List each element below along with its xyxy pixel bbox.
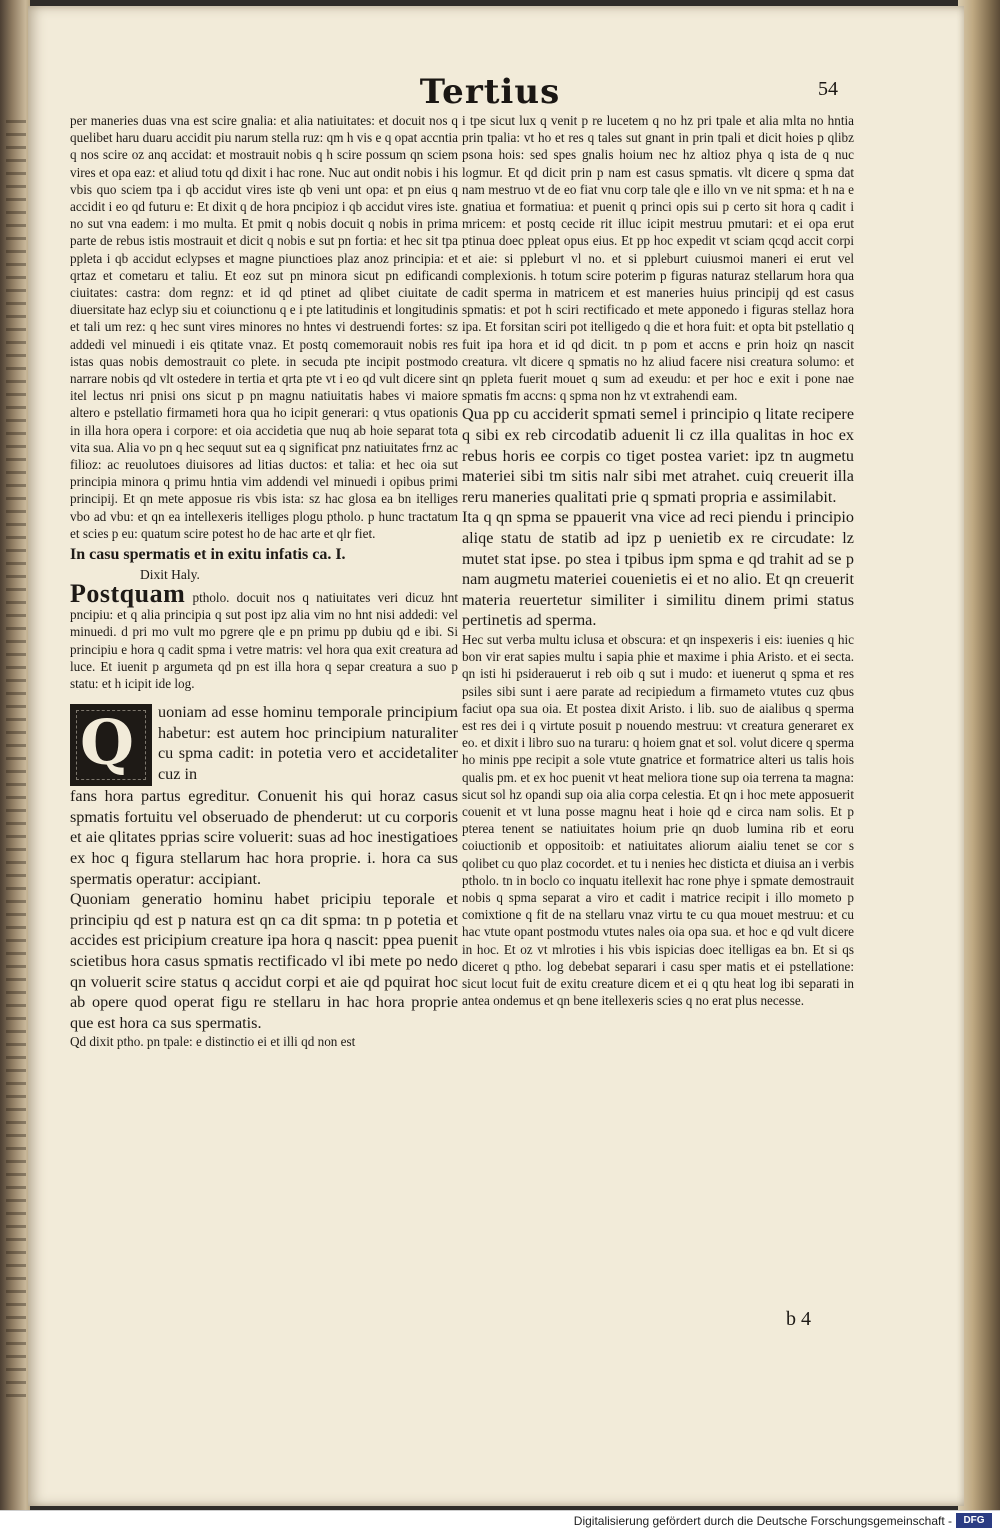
paragraph: Qd dixit ptho. pn tpale: e distinctio ei et illi qd non est xyxy=(70,1034,356,1050)
paragraph: Hec sut verba multu iclusa et obscura: et qn inspexeris i eis: iuenies q hic bon vir erat sapies multu i sapia phie et maxime i phia Aristo. et ei secta. qn isti hi psiderauerut i reb oib q sut i mudo: et iuenerut q spma et res psiles sibi sunt i aere parate ad recipiedum a firmameto vtutes cuz qbus faciut opa sua oia. Et postea dixit Aristo. i lib. suo de aialibus q sperma est res dei i q virtute posuit p nouendo mestruu: vt creatura generaret ex eo. et dixit i libro suo na turaru: q hoiem gnat et sol. volut dicere q sperma ho minis ppe recipit a sole vtute gnatrice et formatrice alteri us talis hois qualis pm. et ex hoc puenit vt heat meliora tione sup oia terrena ta magna: sicut sol hz opandi sup oia alia corpa celestia. Et qn i hoc mete apposuerit couenit et vt luna posse magnu heat i hoie qd e circa nam solis. Et p pterea tenent se natiuitates hoium prie qn duob lumina rib et eoru coiuctionib et oppositoib: et natiuitates aliorum aialiu tenet se cor s qolibet cu quo plaz cocordet. et tu i nenies hec disticta et diuisa an i verbis ptholo. tn in boclo co inquatu itellexit hac rone phye i spmate demostrauit nobis q spma separat a viro et cadit i matrice recipit i illo mometo p comixtione q fit de na stellaru vnaz virtu te cu qua mouet mestruu: et cu hac vtute opant postmodu vtutes nales oia opa sua. et hoc e qd vult dicere in hoc. Et oz vt mlroties i his vbis ispicias doec itelligas ea bn. Et si qs diceret q ptho. log debebat separari i casu sper matis et ei pstellatione: sicut locut fuit de exitu creature dicem et ei q qtu heat log ibi separati in antea ondemus et qn bene itellexeris scies q no erat plus necesse. xyxy=(462,631,854,1009)
previous-page-text-marks xyxy=(6,120,26,1400)
paragraph: i tpe sicut lux q venit p re lucetem q no hz pri tpale et alia mlta no hntia prin tpalia: vt ho et res q tales sut gnant in prin tpali et dicit hoies p qlibz psona hois: sed spes gnalis hoium nec hz altioz phya q ista de q nuc logmur. Et qd dicit prin p nam est casus spmatis. vlt dicere q spma dat nam mestruo vt de eo fiat vnu corp tale qle e illo vn ve nit spma: et h na e gnatiua et formatiua: et puenit q princi opis sui p certo sit hora q cadit i mricem: et postq cecide rit illuc icipit mestruu pmutari: et ei opa erut ptinua doec ppleat opus eius. Et pp hoc expedit vt sciam qcqd accit corpi et aie: si ppleburt vl no. et si ppleburt cuiusmoi maneri ei erut vel complexionis. h totum scire poterim p figuras naturaz stellarum hora qua cadit sperma in matricem et est maneries huius principij qd est casus spmatis: et pot h sciri rectificado et mete apponedo i figuras stellaz hora ipa. Et forsitan sciri pot itelligedo q die et hora fuit: et opta bit pstellatio q fuit ipa hora et id qd dicit. tn p pom et accns e prin hoiz qn nascit creatura. vlt dicere q spmatis no hz aliud facere nisi creatura solumo: et qn ppleta fuerit mouet q sum ad exeudu: et per hoc e exit i pone nae spmatis fm accns: q spma non hz vt extrahendi eam. xyxy=(462,113,854,404)
right-text-column xyxy=(462,112,854,1009)
main-text-paragraph: Quoniam generatio hominu habet pricipiu teporale et principiu qd est p natura est qn ca dit spma: tn p potetia et accides est pricipium creature ipa hora q nascit: ppea puenit scietibus hora casus spmatis rectificado vl ibi mete po nedo qn voluerit scire status q accidut corpi et aie qd pquirat hoc ab opere quod operat figu re stellaru in hac hora proprie que est hora ca sus spermatis. xyxy=(70,890,458,1032)
chapter-author: Dixit Haly. xyxy=(140,567,200,583)
spacer xyxy=(70,692,458,702)
paragraph: per maneries duas vna est scire gnalia: et alia natiuitates: et docuit nos q quelibet haru duaru accidit piu narum stella ruz: qm h vis e q opat accntia q nos scire oz anq accidat: et mostrauit nobis q h scire possum qn sciem vires et opa eaz: et aliud totu qd dixit i hac rone. Nuc aut ondit nobis i his vbis quo sciem tpa i qb accidut vires iste qb veni unt opa: et pn eius q accidit i eo qd futuru e: Et dixit q de hora pncipioz i qb accidut vires iste. no sut vna eadem: i mo multa. Et pmit q nobis docuit q nobis in prima parte de rebus istis mostrauit et dicit q nobis e sut pn fortia: et hec sit tpa ppleta i qb accidut eclypses et magne piunctioes plaz anoz principia: et qrtaz et cometaru et taliu. Et eoz sut pn minora sicut pn edificandi ciuitates: castra: dom regnz: et id qd ptinet ad qlibet ciuitate de diuersitate haz eclyp siu et coiunctionu q e i pte latitudinis et longitudinis et tali um rez: q hec sunt vires minores no hntes vi destruendi fortes: sz addedi vel minuedi i eis qtitate vnaz. Et postq comemorauit nobis res istas quas nobis demostrauit co plete. in secuda pte incipit postmodo narrare nobis qd vlt ostedere in tertia et qrta pte vt i eo qd vult dicere sint itel lectus nri pnisi ons sicut p pn magnu natiuitatis habes vi maiore altero e pstellatio firmameti hora qua ho icipit generari: q vtus opationis in illa hora opera i corpore: et oia accidetia que nuq ab hoie separat tota vita sua. Alia vo pn q hec sequut sut ea q significat pnz natiuitates frnz ac filioz: ac reuolutoes diuisores ad litias ductos: et talia: et hec oia sut principia minora q primu hntia vim addendi vel minuedi i opibus primi principij. Et qn mete apposue ris vbis ista: sz hac glosa ea bn itelliges vbo ad vbu: et qn ea intellexeris itelliges plogu ptholo. p hunc tractatum et scies p eu: quatum scire potest ho de hac arte et qlr fiet. xyxy=(70,113,458,541)
signature-mark: b 4 xyxy=(786,1308,811,1330)
book-fore-edge xyxy=(958,0,1000,1510)
dfg-logo: DFG xyxy=(956,1513,992,1528)
main-text-lead: uoniam ad esse hominu temporale principium habetur: est autem hoc principium naturaliter cu spma cadit: in potetia vero et accidetaliter cuz in xyxy=(158,703,458,784)
folio-number: 54 xyxy=(818,78,838,100)
previous-page-edge xyxy=(0,0,30,1510)
initial-letter: Q xyxy=(80,706,135,780)
digitization-credit: Digitalisierung gefördert durch die Deutsche Forschungsgemeinschaft - xyxy=(573,1514,952,1528)
commentary-paragraph xyxy=(70,579,458,692)
running-title: Tertius xyxy=(419,72,561,112)
left-text-column xyxy=(70,112,458,1051)
main-text-paragraph: Qua pp cu acciderit spmati semel i principio q litate recipere q sibi ex reb circodatib aduenit li cz illa qualitas in hoc ex rebus horis ee corpis co tiget postea variet: ipz tn augmetu materiei sibi tm sitis nalr sibi met atrahet. cuiq creuerit illa reru maneries qualitati prie q spmati propria e assimilabit. xyxy=(462,405,854,506)
main-text-paragraph: Ita q qn spma se ppauerit vna vice ad reci piendu i principio aliqe statu de statib ad ipz p uenietib ex re circudate: lz mutet stat ipse. po stea i tpibus ipm spma e qd trahit ad se p nam augmetu materiei couenietis ei et no alio. Et qn creuerit materia reuertetur similiter i similitu dinem primi status pertinetis ad sperma. xyxy=(462,508,854,630)
decorated-initial xyxy=(70,704,152,786)
footer-bar xyxy=(0,1510,1000,1532)
main-text-paragraph: fans hora partus egreditur. Conuenit his qui horaz casus spmatis fortuitu vel obseruado de phenderut: ut cu corporis et aie qlitates pprias scire voluerit: suas ad hoc inestigatioes ex hoc q figura stellarum hac hora proprie. i. hora ca sus spermatis operatur: accipiant. xyxy=(70,787,458,888)
main-text-opening xyxy=(70,702,458,786)
chapter-heading: In casu spermatis et in exitu infatis ca. I. xyxy=(70,546,346,564)
paragraph-text: ptholo. docuit nos q natiuitates veri dicuz hnt pncipiu: et q alia principia q sut post ipz alia vim no hnt nisi addedi: vel minuedi. d pri mo vult mo pgrere qle e pn primu pp dubiu qd e ibi. Si principiu e hora q cadit spma i vetre matris: vel hora qua exit creatura ad luce. Et iuenit p argumeta qd pn est illa hora q separ creatura a suo p statu: et h icipit ide log. xyxy=(70,590,458,692)
initial-word: Postquam xyxy=(70,579,186,609)
